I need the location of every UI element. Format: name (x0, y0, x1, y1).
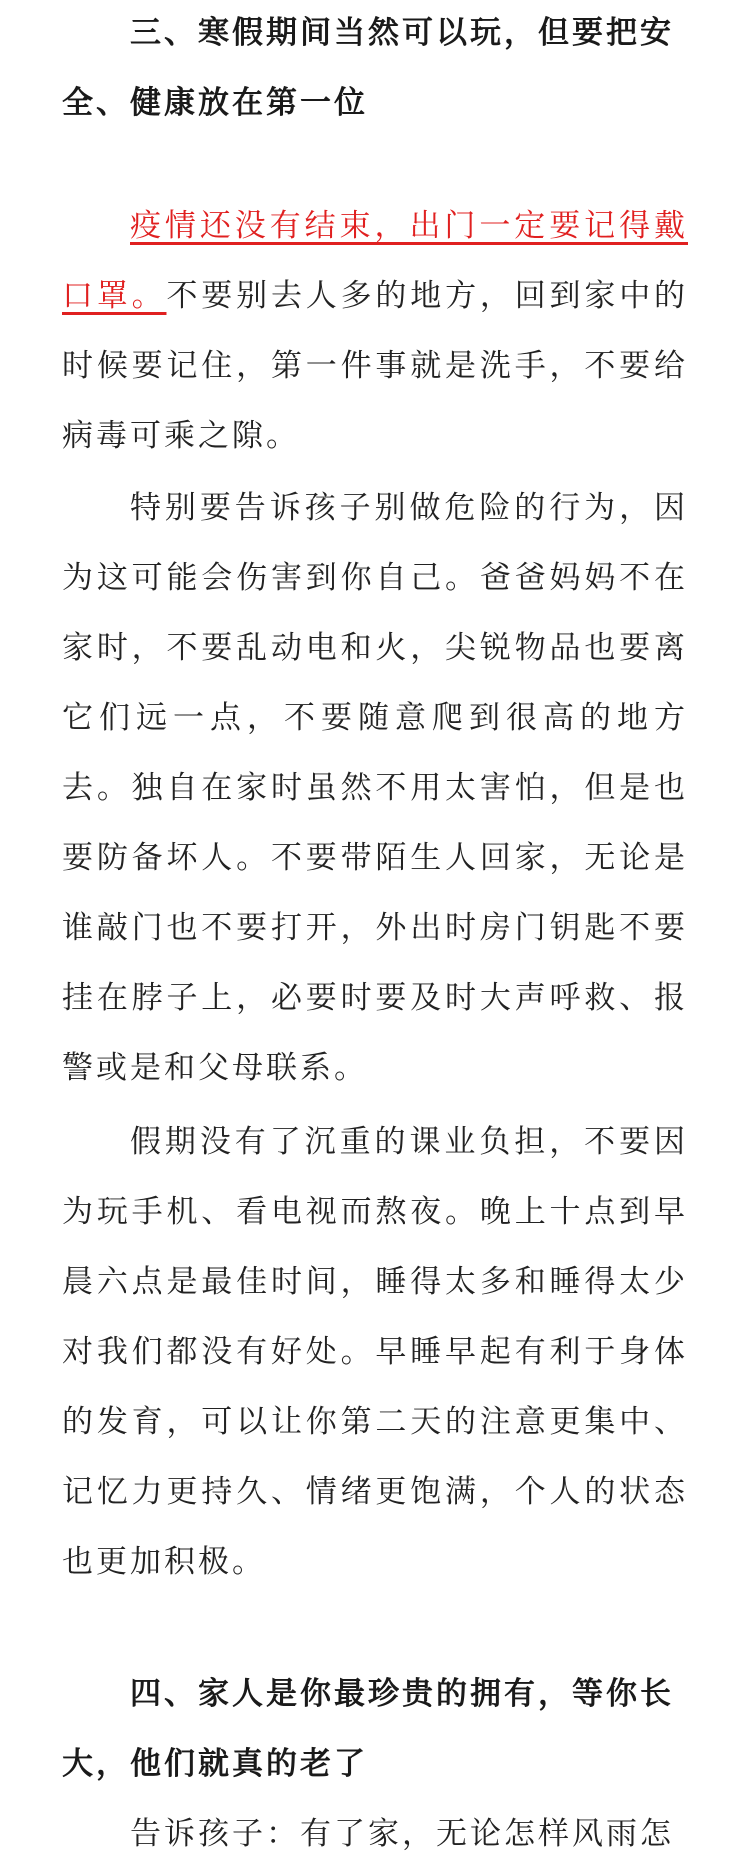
section-4-heading: 四、家人是你最珍贵的拥有，等你长大，他们就真的老了 (62, 1676, 674, 1782)
section-4-paragraph-1: 告诉孩子：有了家，无论怎样风雨怎 (130, 1816, 674, 1852)
section-3-paragraph-3: 假期没有了沉重的课业负担，不要因为玩手机、看电视而熬夜。晚上十点到早晨六点是最佳时间，睡得太多和睡得太少对我们都没有好处。早睡早起有利于身体的发育，可以让你第二天的注意更集中、记忆力更持久、情绪更饱满，个人的状态也更加积极。 (62, 1124, 688, 1580)
section-3-paragraph-2: 特别要告诉孩子别做危险的行为，因为这可能会伤害到你自己。爸爸妈妈不在家时，不要乱动电和火，尖锐物品也要离它们远一点，不要随意爬到很高的地方去。独自在家时虽然不用太害怕，但是也要防备坏人。不要带陌生人回家，无论是谁敲门也不要打开，外出时房门钥匙不要挂在脖子上，必要时要及时大声呼救、报警或是和父母联系。 (62, 490, 688, 1086)
highlighted-text: 疫情还没有结束，出门一定要记得戴口罩。 (62, 208, 688, 314)
paragraph-text: 不要别去人多的地方，回到家中的时候要记住，第一件事就是洗手，不要给病毒可乘之隙。 (62, 278, 689, 454)
section-3-paragraph-1 (62, 191, 688, 471)
section-3-heading: 三、寒假期间当然可以玩，但要把安全、健康放在第一位 (62, 15, 674, 121)
